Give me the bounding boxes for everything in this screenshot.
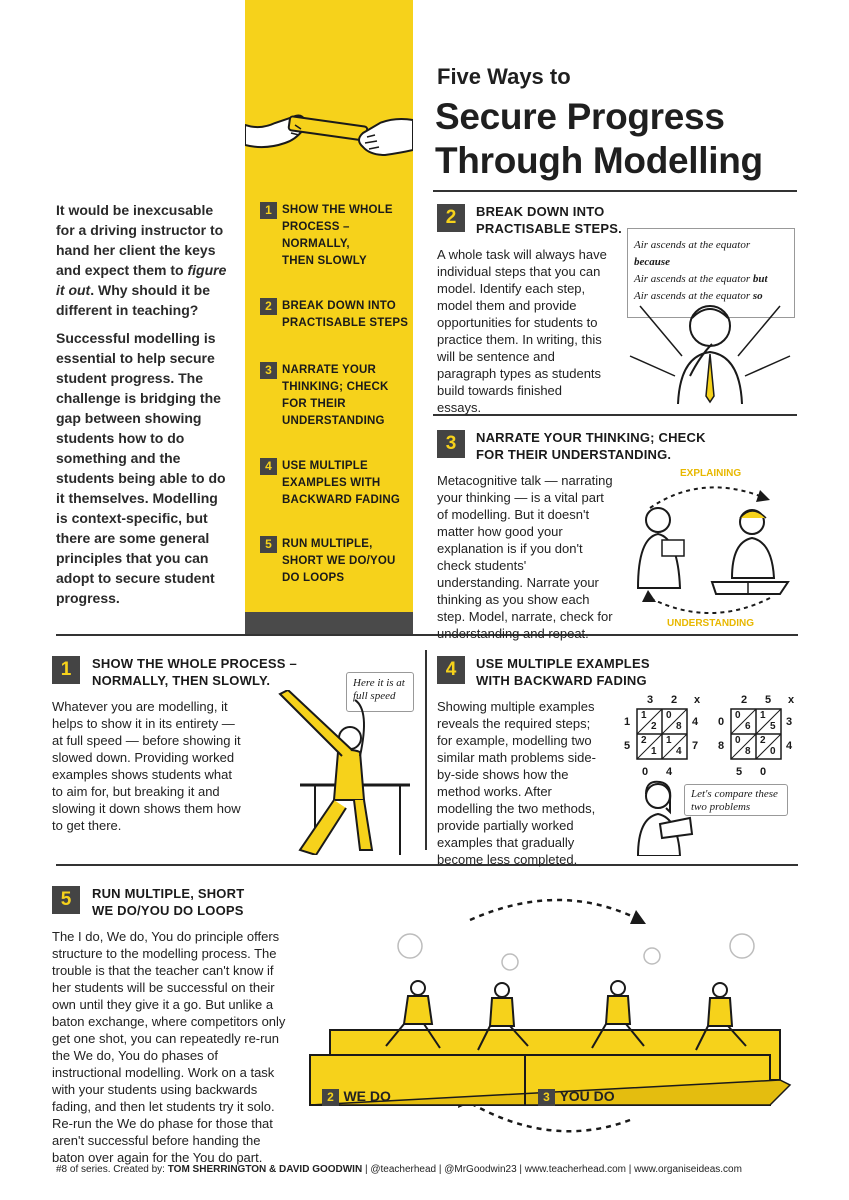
grid-cell: 8 — [745, 746, 751, 757]
footer-links: | @teacherhead | @MrGoodwin23 | www.teacherhead.com | www.organiseideas.com — [362, 1164, 742, 1175]
sidebar-item-label: THINKING; CHECK — [282, 381, 389, 393]
lattice-problem-1 — [622, 694, 714, 780]
title-kicker: Five Ways to — [437, 64, 571, 89]
section-number: 4 — [437, 656, 465, 684]
heading-line: NARRATE YOUR THINKING; CHECK — [476, 430, 706, 445]
intro-text-part: . Why should it be different in teaching? — [56, 282, 210, 318]
sidebar-item-label: BREAK DOWN INTO — [282, 300, 396, 312]
section-1-body: Whatever you are modelling, it helps to show it in its entirety — at full speed — before showing it slowed down. Providing worked examples shows students what to aim for, but breaking it and slowing it down shows them how to get there. — [52, 699, 241, 833]
sidebar-item-number: 5 — [260, 536, 277, 553]
stem-connective: but — [752, 273, 768, 285]
stem-text: Air ascends at the equator — [634, 290, 753, 302]
stage-label: WE DO — [343, 1088, 391, 1104]
heading-line: PRACTISABLE STEPS. — [476, 221, 622, 236]
thinking-teacher-illustration — [620, 296, 800, 406]
grid-label: x — [788, 694, 795, 706]
grid-label: 8 — [718, 740, 725, 752]
divider — [56, 864, 798, 866]
heading-line: WE DO/YOU DO LOOPS — [92, 903, 244, 918]
heading-line: FOR THEIR UNDERSTANDING. — [476, 447, 672, 462]
section-2-heading — [476, 203, 622, 237]
stem-text: Air ascends at the equator — [634, 239, 751, 251]
divider — [56, 634, 798, 636]
grid-label: 5 — [765, 694, 772, 706]
heading-line: WITH BACKWARD FADING — [476, 673, 647, 688]
grid-label: 5 — [736, 766, 743, 778]
grid-cell: 0 — [735, 710, 741, 721]
section-4-body: Showing multiple examples reveals the required steps; for example, modelling two similar math problems side-by-side shows how the method works. After modelling the two methods, provide partially worked examples that gradually become less completed. — [437, 699, 596, 867]
grid-label: 7 — [692, 740, 699, 752]
grid-label: 4 — [692, 716, 699, 728]
sidebar-item-label: BACKWARD FADING — [282, 494, 400, 506]
stage-you-do — [538, 1088, 615, 1106]
section-number: 1 — [52, 656, 80, 684]
heading-line: SHOW THE WHOLE PROCESS – — [92, 656, 297, 671]
section-3-body: Metacognitive talk — narrating your thinking — is a vital part of modelling. But it doesn't matter how good your explanation is if you don't check students' understanding. Narrate your thinking as you show each step. Model, narrate, check for understanding and repeat. — [437, 473, 613, 641]
divider-vertical — [425, 650, 427, 850]
intro-emphasis: figure it out — [56, 262, 227, 298]
sidebar-item-number: 3 — [260, 362, 277, 379]
sidebar-item-label: DO LOOPS — [282, 572, 345, 584]
grid-cell: 2 — [651, 721, 657, 732]
grid-label: 1 — [624, 716, 631, 728]
sidebar-item-label: FOR THEIR — [282, 398, 346, 410]
divider — [433, 190, 797, 192]
understanding-label: UNDERSTANDING — [667, 618, 755, 629]
teacher-student-illustration — [620, 478, 800, 618]
grid-cell: 5 — [770, 721, 776, 732]
sidebar-item-label: RUN MULTIPLE, — [282, 538, 373, 550]
page-title — [435, 95, 763, 183]
sidebar-item-label: USE MULTIPLE — [282, 460, 368, 472]
sidebar-item-label: SHOW THE WHOLE — [282, 204, 393, 216]
grid-label: 0 — [642, 766, 649, 778]
page-title-line: Secure Progress — [435, 96, 725, 137]
intro-paragraph-2: Successful modelling is essential to help secure student progress. The challenge is bridging the gap between showing students how to do something and the students being able to do it themselves. Modelling is context-specific, but there are some general principles that you can adopt to secure student progress. — [56, 330, 226, 606]
section-4-heading — [476, 655, 650, 689]
section-1-heading — [92, 655, 297, 689]
heading-line: NORMALLY, THEN SLOWLY. — [92, 673, 271, 688]
teacher-with-book-illustration — [630, 778, 700, 856]
section-3-heading — [476, 429, 706, 463]
section-5-heading — [92, 885, 244, 919]
stage-label: YOU DO — [559, 1088, 615, 1104]
speech-bubble: Here it is at full speed — [346, 672, 414, 712]
grid-label: 4 — [666, 766, 673, 778]
sidebar-item-label: EXAMPLES WITH — [282, 477, 381, 489]
sidebar-item-label: PRACTISABLE STEPS — [282, 317, 409, 329]
speech-bubble: Let's compare these two problems — [684, 784, 788, 816]
grid-label: 0 — [760, 766, 767, 778]
grid-label: 5 — [624, 740, 631, 752]
page-footer — [56, 1164, 742, 1175]
grid-cell: 0 — [770, 746, 776, 757]
heading-line: BREAK DOWN INTO — [476, 204, 605, 219]
stem-text: Air ascends at the equator — [634, 273, 753, 285]
intro-text-part: It would be inexcusable for a driving instructor to hand her client the keys and expect them to — [56, 202, 224, 278]
baton-handoff-illustration — [245, 95, 413, 175]
page-title-line: Through Modelling — [435, 140, 763, 181]
grid-cell: 4 — [676, 746, 682, 757]
stage-number: 2 — [322, 1089, 339, 1106]
section-2-body: A whole task will always have individual steps that you can model. Identify each step, model them and provide opportunities for students to practice them. In writing, this will be sentence and paragraph types as students build towards finished essays. — [437, 247, 607, 415]
section-number: 5 — [52, 886, 80, 914]
lattice-problem-2 — [716, 694, 808, 780]
sidebar-footer-bar — [245, 612, 413, 634]
explaining-label: EXPLAINING — [680, 468, 742, 479]
grid-cell: 6 — [745, 721, 751, 732]
grid-label: 2 — [741, 694, 748, 706]
sidebar-item-label: SHORT WE DO/YOU — [282, 555, 396, 567]
grid-cell: 2 — [641, 735, 647, 746]
footer-authors: TOM SHERRINGTON & DAVID GOODWIN — [167, 1164, 363, 1175]
intro-paragraph-1 — [56, 200, 228, 320]
grid-cell: 1 — [641, 710, 647, 721]
intro-text — [56, 200, 228, 616]
grid-cell: 1 — [651, 746, 657, 757]
stem-connective: because — [634, 256, 671, 268]
sidebar-item-label: UNDERSTANDING — [282, 415, 385, 427]
grid-cell: 0 — [735, 735, 741, 746]
grid-label: 3 — [786, 716, 793, 728]
stage-we-do — [322, 1088, 391, 1106]
grid-cell: 1 — [760, 710, 766, 721]
grid-cell: 0 — [666, 710, 672, 721]
grid-label: x — [694, 694, 701, 706]
section-number: 2 — [437, 204, 465, 232]
grid-label: 3 — [647, 694, 654, 706]
grid-label: 4 — [786, 740, 793, 752]
ballet-dancer-illustration — [260, 690, 410, 855]
grid-cell: 2 — [760, 735, 766, 746]
sidebar-item-number: 2 — [260, 298, 277, 315]
grid-cell: 8 — [676, 721, 682, 732]
sidebar-item-number: 1 — [260, 202, 277, 219]
sidebar-item-label: NARRATE YOUR — [282, 364, 376, 376]
section-number: 3 — [437, 430, 465, 458]
stage-number: 3 — [538, 1089, 555, 1106]
grid-cell: 1 — [666, 735, 672, 746]
heading-line: RUN MULTIPLE, SHORT — [92, 886, 245, 901]
sidebar-item-number: 4 — [260, 458, 277, 475]
footer-text: #8 of series. Created by: — [56, 1164, 168, 1175]
heading-line: USE MULTIPLE EXAMPLES — [476, 656, 650, 671]
sidebar-item-label: THEN SLOWLY — [282, 255, 367, 267]
section-5-body: The I do, We do, You do principle offers structure to the modelling process. The trouble is that the teacher can't know if her students will be successful on their own until they give it a go. But unlike a baton exchange, where competitors only get one shot, you can repeatedly re-run the We do, You do phases of instructional modelling. Work on a task with your students using backwards fading, and then let students try it solo. Re-run the We do phase for those that aren't successful before handing the baton over again for the You do part. — [52, 929, 286, 1165]
grid-label: 2 — [671, 694, 678, 706]
relay-race-illustration — [300, 880, 800, 1150]
sidebar-item-label: NORMALLY, — [282, 238, 350, 250]
grid-label: 0 — [718, 716, 725, 728]
stem-connective: so — [752, 290, 763, 302]
sidebar-item-label: PROCESS – — [282, 221, 350, 233]
